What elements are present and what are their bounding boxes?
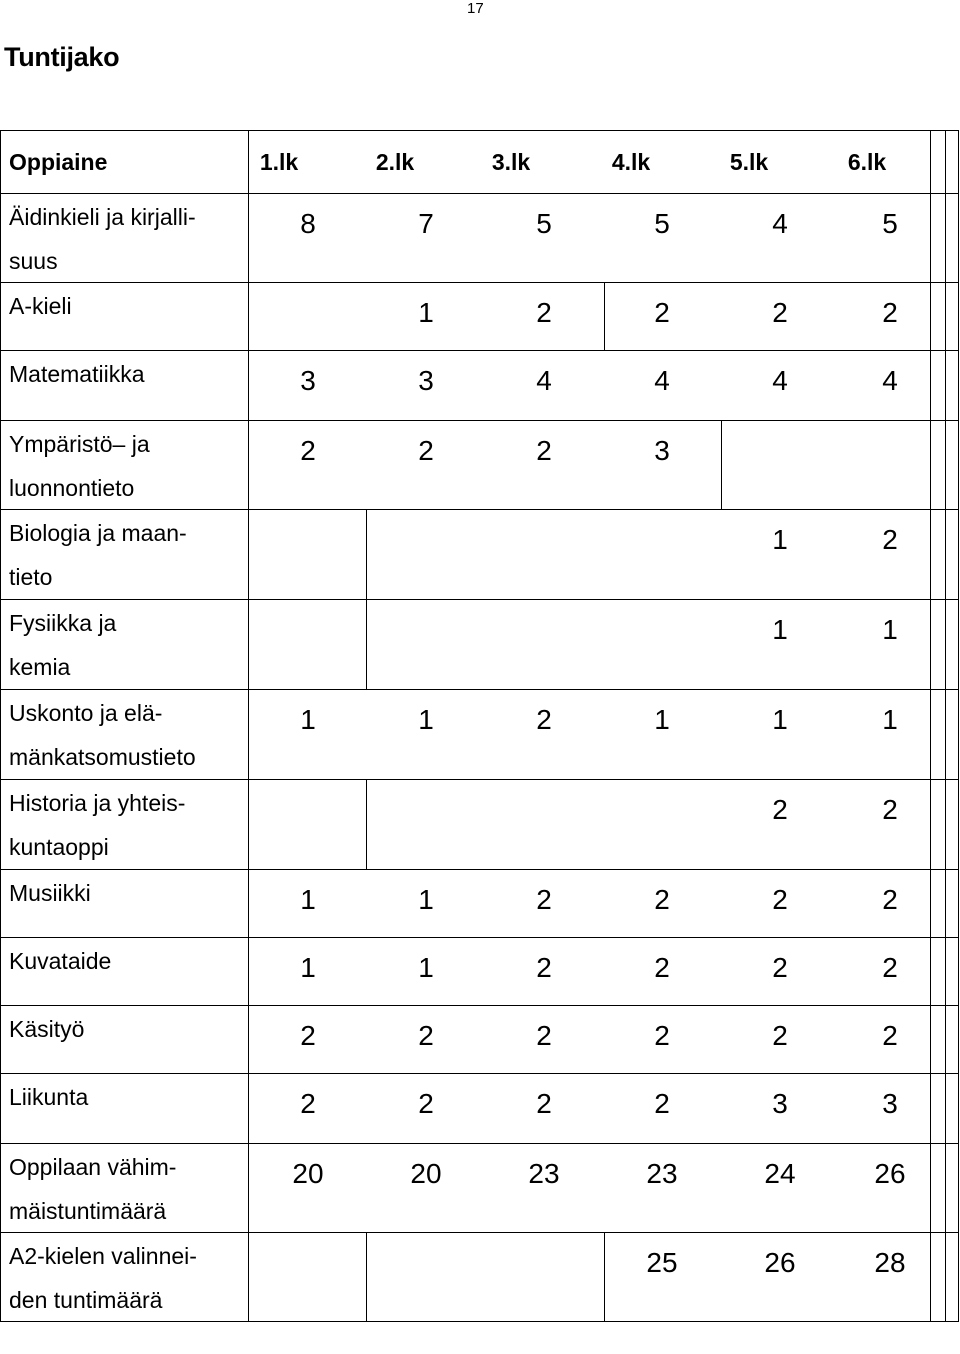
table-row: [1, 690, 959, 780]
subject-cell: [1, 1233, 249, 1322]
hours-value: 3: [772, 1088, 788, 1119]
table-row: [1, 1006, 959, 1074]
values-cell: [249, 510, 931, 600]
cell-divider: [721, 421, 722, 509]
cell-divider: [366, 1233, 367, 1321]
hours-value: 2: [772, 297, 788, 328]
hours-value: 2: [300, 1088, 316, 1119]
values-cell: [249, 690, 931, 780]
subject-label: Ympäristö– ja: [9, 431, 150, 457]
hours-value: 2: [882, 884, 898, 915]
hours-value: 26: [874, 1158, 906, 1189]
hours-value: 1: [300, 884, 316, 915]
subject-label: A2-kielen valinnei-: [9, 1243, 197, 1269]
hours-value: 2: [654, 884, 670, 915]
subject-label: Musiikki: [9, 880, 91, 906]
subject-label: tieto: [9, 564, 53, 590]
table-row: [1, 600, 959, 690]
hours-value: 20: [410, 1158, 442, 1189]
values-cell: [249, 870, 931, 938]
grade-header: 6.lk: [847, 149, 887, 175]
subject-label: Äidinkieli ja kirjalli-: [9, 204, 196, 230]
hours-value: 23: [528, 1158, 560, 1189]
hours-value: 1: [300, 704, 316, 735]
subject-label: Käsityö: [9, 1016, 85, 1042]
values-cell: [249, 1074, 931, 1144]
hours-value: 4: [882, 365, 898, 396]
header-subject: Oppiaine: [1, 131, 249, 194]
table-row: [1, 1144, 959, 1233]
hours-value: 1: [772, 614, 788, 645]
hours-value: 2: [882, 524, 898, 555]
hours-value: 2: [772, 952, 788, 983]
hours-value: 2: [882, 794, 898, 825]
values-cell: [249, 421, 931, 510]
subject-label: kemia: [9, 654, 71, 680]
subject-label: Uskonto ja elä-: [9, 700, 163, 726]
hours-value: 2: [418, 435, 434, 466]
hours-value: 1: [654, 704, 670, 735]
subject-label: suus: [9, 248, 58, 274]
table-row: [1, 283, 959, 351]
hours-value: 4: [654, 365, 670, 396]
subject-cell: [1, 1006, 249, 1074]
hours-value: 2: [772, 794, 788, 825]
subject-cell: [1, 690, 249, 780]
hours-value: 5: [882, 208, 898, 239]
cell-divider: [604, 1233, 605, 1321]
cell-divider: [366, 510, 367, 599]
table-row: [1, 510, 959, 600]
hours-value: 3: [418, 365, 434, 396]
values-cell: [249, 194, 931, 283]
hours-value: 2: [654, 1088, 670, 1119]
subject-cell: [1, 1074, 249, 1144]
subject-cell: [1, 870, 249, 938]
table-row: [1, 351, 959, 421]
hours-value: 2: [418, 1088, 434, 1119]
hours-value: 2: [536, 1020, 552, 1051]
values-cell: [249, 1006, 931, 1074]
subject-label: Fysiikka ja: [9, 610, 117, 636]
hours-value: 2: [772, 1020, 788, 1051]
subject-label: Liikunta: [9, 1084, 89, 1110]
subject-cell: [1, 938, 249, 1006]
values-cell: [249, 938, 931, 1006]
hours-value: 2: [882, 297, 898, 328]
hours-value: 2: [882, 952, 898, 983]
hours-value: 3: [300, 365, 316, 396]
subject-cell: [1, 600, 249, 690]
hours-value: 1: [772, 524, 788, 555]
hours-value: 2: [536, 884, 552, 915]
hours-value: 2: [536, 704, 552, 735]
hours-value: 26: [764, 1247, 796, 1278]
subject-label: kuntaoppi: [9, 834, 109, 860]
grade-header: 1.lk: [259, 149, 299, 175]
hours-value: 2: [772, 884, 788, 915]
subject-label: Oppilaan vähim-: [9, 1154, 177, 1180]
hours-value: 4: [772, 208, 788, 239]
values-cell: [249, 780, 931, 870]
hours-value: 2: [300, 1020, 316, 1051]
page-number: 17: [467, 0, 484, 17]
hours-value: 2: [536, 297, 552, 328]
hours-value: 1: [418, 952, 434, 983]
values-cell: [249, 1144, 931, 1233]
hours-value: 28: [874, 1247, 906, 1278]
header-row: [1, 131, 959, 194]
values-cell: [249, 351, 931, 421]
values-cell: [249, 600, 931, 690]
hours-value: 1: [772, 704, 788, 735]
table-row: [1, 938, 959, 1006]
hours-value: 4: [536, 365, 552, 396]
hours-value: 4: [772, 365, 788, 396]
hours-value: 1: [882, 704, 898, 735]
table-row: [1, 421, 959, 510]
hours-value: 1: [418, 297, 434, 328]
hours-value: 1: [300, 952, 316, 983]
hours-value: 2: [654, 297, 670, 328]
subject-label: mäistuntimäärä: [9, 1198, 167, 1224]
hours-value: 3: [654, 435, 670, 466]
hours-value: 1: [418, 884, 434, 915]
hours-value: 1: [418, 704, 434, 735]
grade-header: 5.lk: [729, 149, 769, 175]
subject-label: Historia ja yhteis-: [9, 790, 186, 816]
grade-header: 2.lk: [375, 149, 415, 175]
hours-value: 2: [654, 952, 670, 983]
hours-value: 2: [536, 1088, 552, 1119]
subject-label: mänkatsomustieto: [9, 744, 196, 770]
subject-cell: [1, 351, 249, 421]
hours-value: 20: [292, 1158, 324, 1189]
hours-value: 2: [536, 952, 552, 983]
subject-label: Matematiikka: [9, 361, 145, 387]
grade-header: 4.lk: [611, 149, 651, 175]
grade-header: 3.lk: [491, 149, 531, 175]
cell-divider: [366, 600, 367, 689]
hours-value: 5: [654, 208, 670, 239]
cell-divider: [604, 283, 605, 350]
subject-label: Kuvataide: [9, 948, 112, 974]
values-cell: [249, 283, 931, 351]
hours-value: 23: [646, 1158, 678, 1189]
hours-value: 7: [418, 208, 434, 239]
subject-cell: [1, 780, 249, 870]
hours-value: 2: [536, 435, 552, 466]
table-row: [1, 1233, 959, 1322]
subject-cell: [1, 421, 249, 510]
subject-label: luonnontieto: [9, 475, 135, 501]
page-title: Tuntijako: [4, 42, 120, 72]
timetable-table: [0, 130, 959, 1322]
subject-cell: [1, 1144, 249, 1233]
hours-value: 5: [536, 208, 552, 239]
table-row: [1, 780, 959, 870]
cell-divider: [366, 780, 367, 869]
hours-value: 2: [882, 1020, 898, 1051]
subject-label: Biologia ja maan-: [9, 520, 187, 546]
hours-value: 24: [764, 1158, 796, 1189]
hours-value: 8: [300, 208, 316, 239]
hours-value: 1: [882, 614, 898, 645]
hours-value: 3: [882, 1088, 898, 1119]
values-cell: [249, 1233, 931, 1322]
subject-cell: [1, 510, 249, 600]
table-row: [1, 1074, 959, 1144]
subject-label: A-kieli: [9, 293, 72, 319]
hours-value: 2: [300, 435, 316, 466]
table-row: [1, 870, 959, 938]
hours-value: 25: [646, 1247, 678, 1278]
table-row: [1, 194, 959, 283]
hours-value: 2: [418, 1020, 434, 1051]
hours-value: 2: [654, 1020, 670, 1051]
subject-label: den tuntimäärä: [9, 1287, 163, 1313]
subject-cell: [1, 194, 249, 283]
subject-cell: [1, 283, 249, 351]
